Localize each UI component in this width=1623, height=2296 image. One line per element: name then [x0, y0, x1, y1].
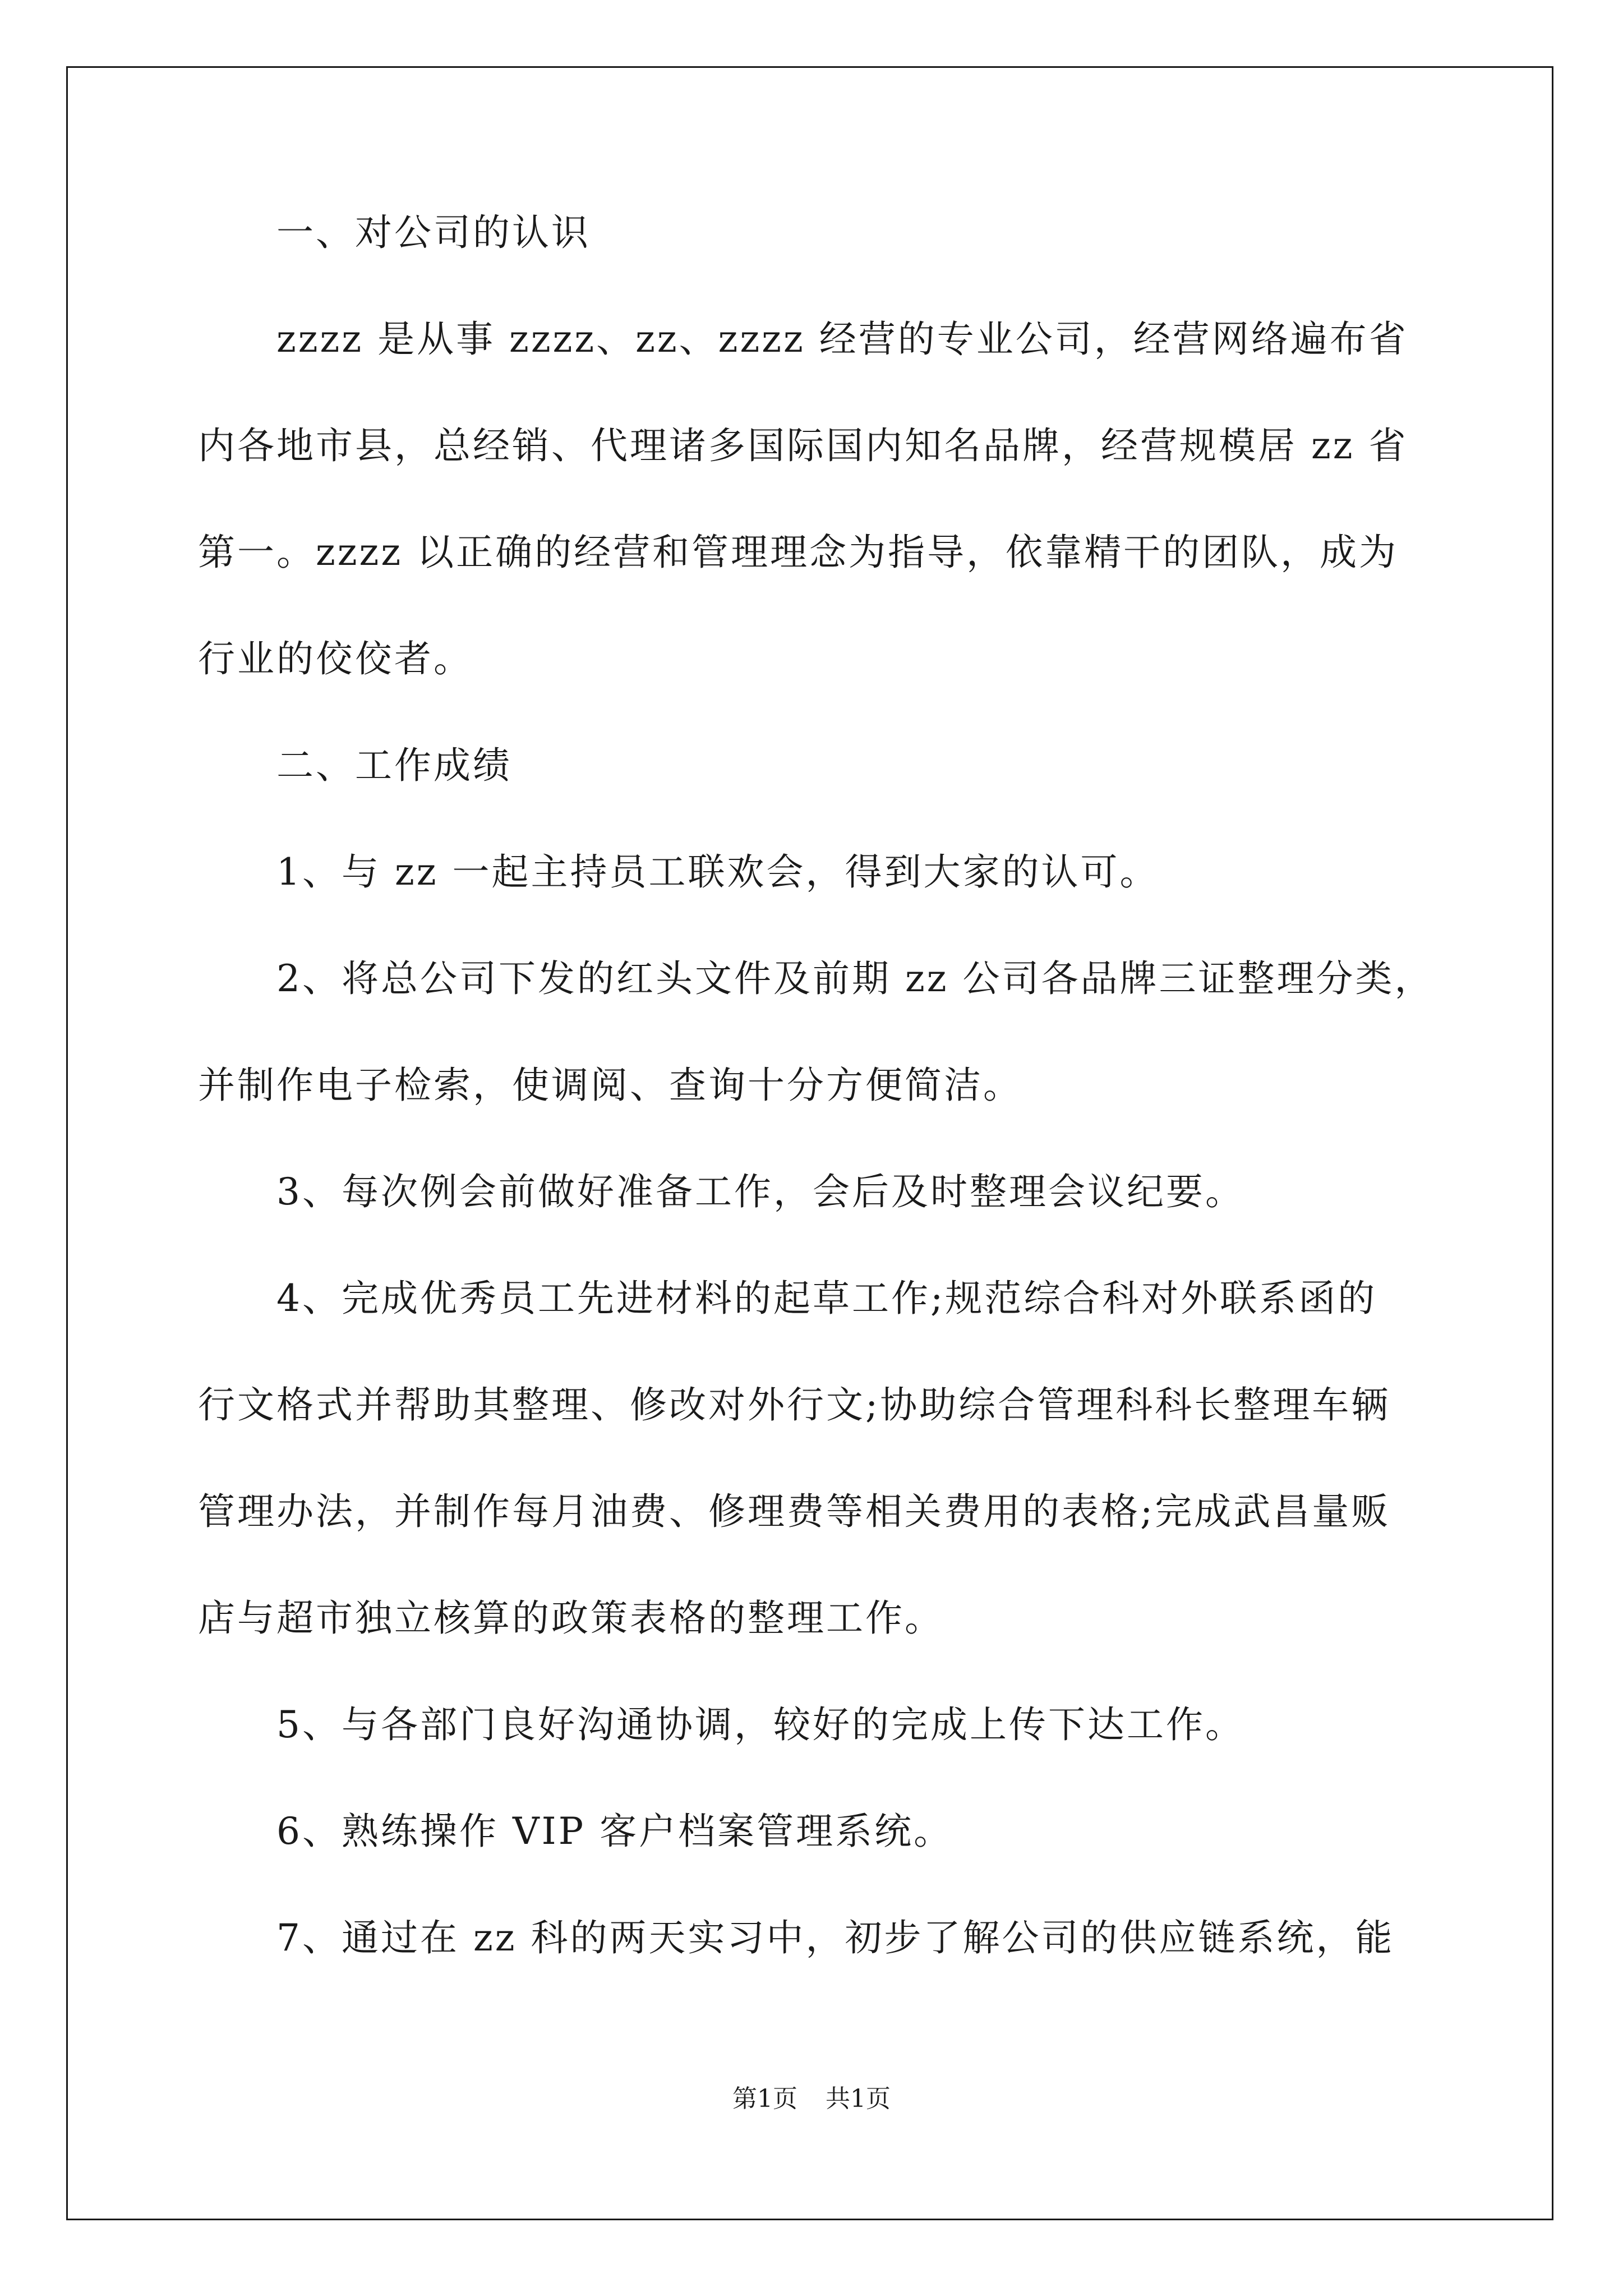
list-item: 2、将总公司下发的红头文件及前期 zz 公司各品牌三证整理分类，: [276, 957, 1434, 1000]
section-heading: 一、对公司的认识: [276, 211, 591, 254]
list-item: 6、熟练操作 VIP 客户档案管理系统。: [276, 1810, 953, 1853]
paragraph-line: 并制作电子检索，使调阅、查询十分方便简洁。: [198, 1064, 1022, 1107]
paragraph-line: 店与超市独立核算的政策表格的整理工作。: [198, 1596, 944, 1640]
list-item: 4、完成优秀员工先进材料的起草工作;规范综合科对外联系函的: [276, 1277, 1377, 1320]
list-item: 7、通过在 zz 科的两天实习中，初步了解公司的供应链系统，能: [276, 1916, 1395, 1959]
page-footer: [0, 2078, 1623, 2114]
list-item: 1、与 zz 一起主持员工联欢会，得到大家的认可。: [276, 850, 1159, 894]
paragraph-line: 行业的佼佼者。: [198, 637, 473, 680]
page-border: [66, 66, 1553, 2220]
page-number: 第1页: [732, 2085, 797, 2113]
paragraph-line: 行文格式并帮助其整理、修改对外行文;协助综合管理科科长整理车辆: [198, 1383, 1391, 1427]
paragraph-line: 第一。zzzz 以正确的经营和管理理念为指导，依靠精干的团队，成为: [198, 531, 1399, 574]
section-heading: 二、工作成绩: [276, 744, 512, 787]
paragraph-line: 内各地市县，总经销、代理诸多国际国内知名品牌，经营规模居 zz 省: [198, 424, 1408, 467]
list-item: 3、每次例会前做好准备工作，会后及时整理会议纪要。: [276, 1170, 1244, 1213]
paragraph-line: 管理办法，并制作每月油费、修理费等相关费用的表格;完成武昌量贩: [198, 1490, 1391, 1533]
paragraph-line: zzzz 是从事 zzzz、zz、zzzz 经营的专业公司，经营网络遍布省: [276, 318, 1408, 361]
list-item: 5、与各部门良好沟通协调，较好的完成上传下达工作。: [276, 1703, 1244, 1746]
page-count: 共1页: [826, 2085, 891, 2113]
